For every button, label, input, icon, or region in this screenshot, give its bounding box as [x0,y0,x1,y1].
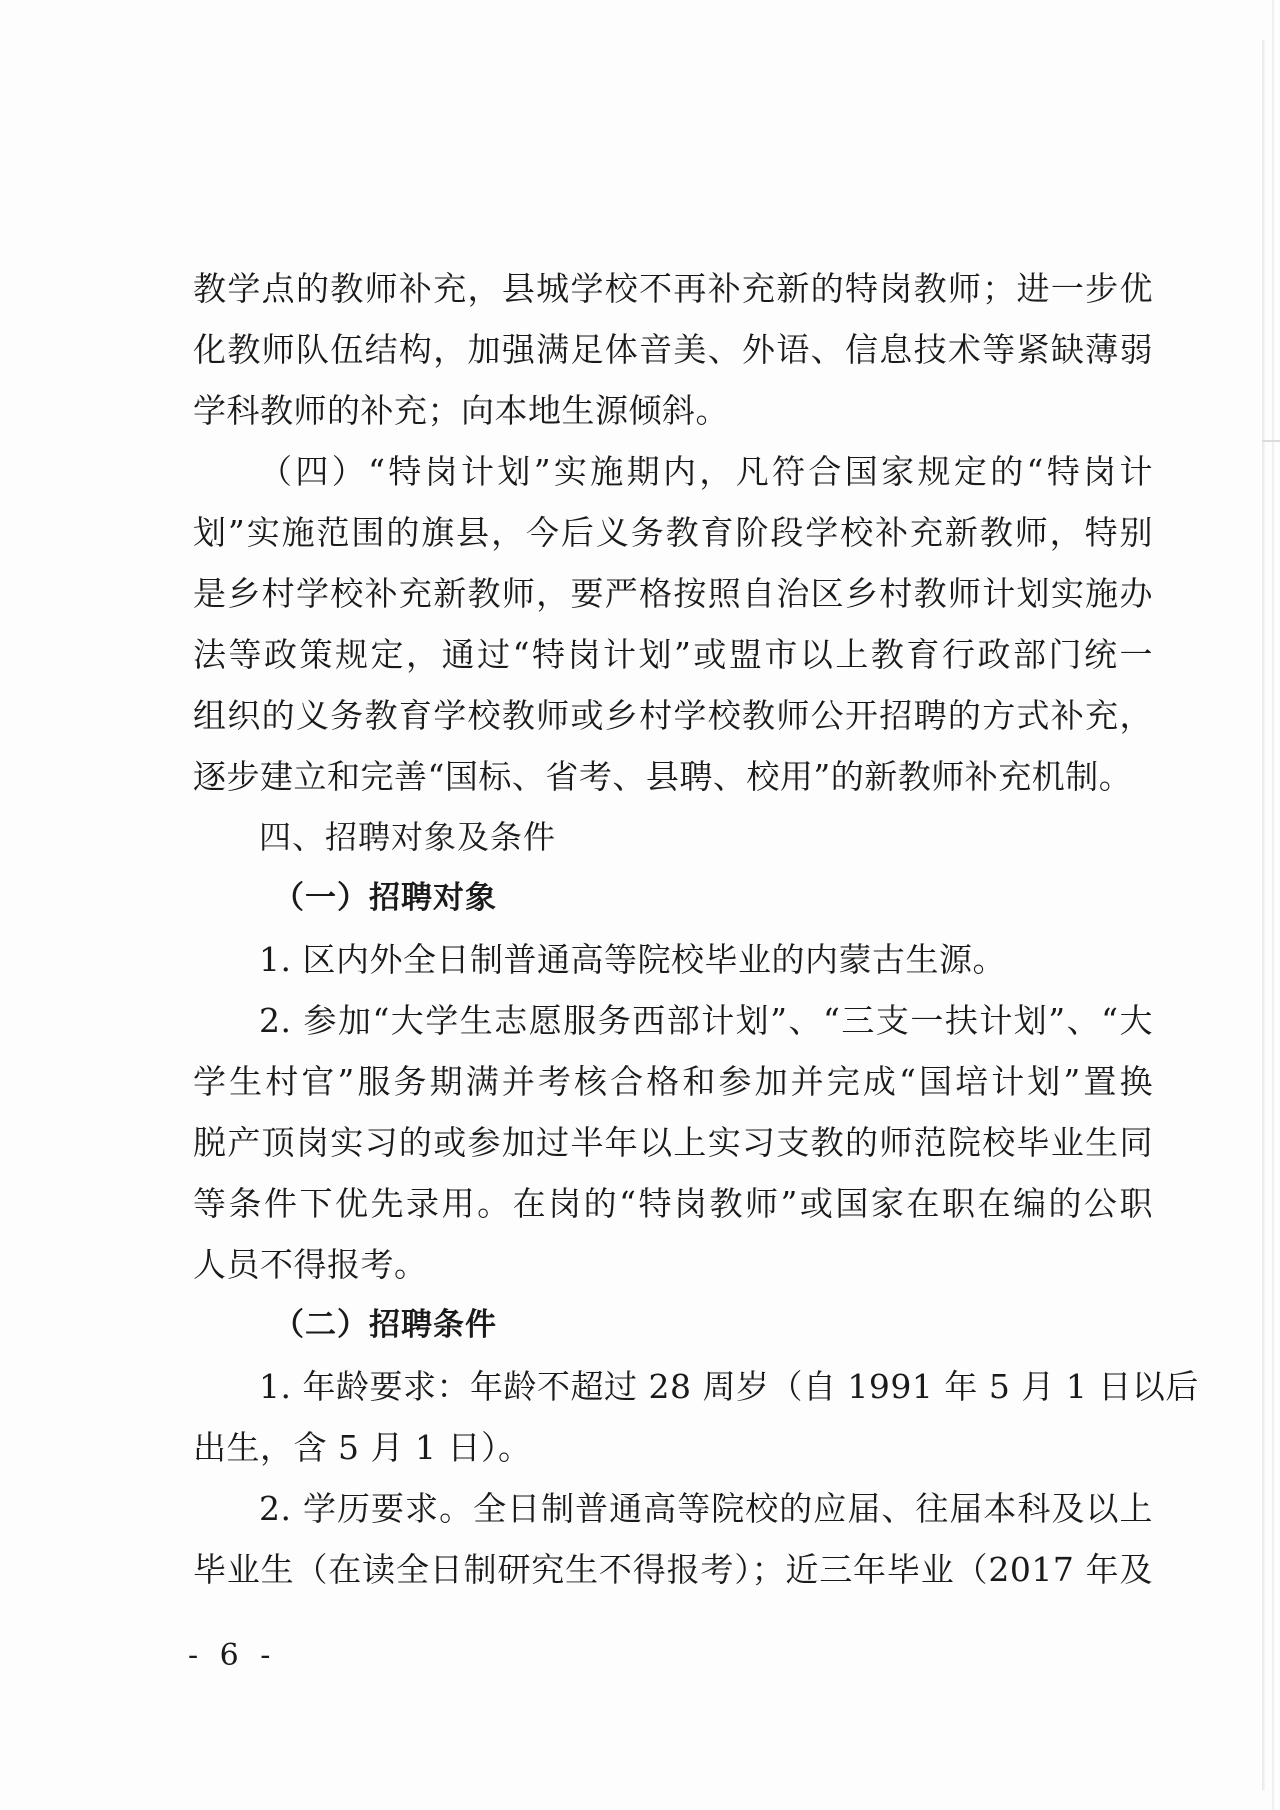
scan-mark [1262,440,1280,442]
subsection-heading: （一）招聘对象 [273,880,497,916]
body-line: 2. 参加“大学生志愿服务西部计划”、“三支一扶计划”、“大 [259,1001,1153,1040]
body-line: （四）“特岗计划”实施期内，凡符合国家规定的“特岗计 [259,452,1153,491]
body-line: 2. 学历要求。全日制普通高等院校的应届、往届本科及以上 [259,1489,1153,1528]
body-line: 人员不得报考。 [193,1245,428,1284]
body-line: 毕业生（在读全日制研究生不得报考）；近三年毕业（2017 年及 [193,1550,1153,1589]
body-line: 逐步建立和完善“国标、省考、县聘、校用”的新教师补充机制。 [193,757,1133,796]
document-body [193,258,1199,1600]
body-line: 1. 区内外全日制普通高等院校毕业的内蒙古生源。 [259,940,1006,979]
body-line: 学科教师的补充；向本地生源倾斜。 [193,391,729,430]
body-line: 出生，含 5 月 1 日）。 [193,1428,532,1467]
section-heading: 四、招聘对象及条件 [259,818,557,856]
scan-edge [1262,40,1265,1790]
subsection-heading: （二）招聘条件 [273,1307,497,1343]
scan-edge-outer [1272,0,1274,1810]
body-line: 法等政策规定，通过“特岗计划”或盟市以上教育行政部门统一 [193,635,1153,674]
body-line: 教学点的教师补充，县城学校不再补充新的特岗教师；进一步优 [193,269,1153,308]
body-line: 1. 年龄要求：年龄不超过 28 周岁（自 1991 年 5 月 1 日以后 [259,1367,1199,1406]
body-line: 是乡村学校补充新教师，要严格按照自治区乡村教师计划实施办 [193,574,1153,613]
body-line: 化教师队伍结构，加强满足体音美、外语、信息技术等紧缺薄弱 [193,330,1153,369]
body-line: 脱产顶岗实习的或参加过半年以上实习支教的师范院校毕业生同 [193,1123,1153,1162]
body-line: 划”实施范围的旗县，今后义务教育阶段学校补充新教师，特别 [193,513,1153,552]
body-line: 组织的义务教育学校教师或乡村学校教师公开招聘的方式补充， [193,696,1153,735]
page-number: - 6 - [188,1638,277,1673]
body-line: 学生村官”服务期满并考核合格和参加并完成“国培计划”置换 [193,1062,1153,1101]
body-line: 等条件下优先录用。在岗的“特岗教师”或国家在职在编的公职 [193,1184,1153,1223]
